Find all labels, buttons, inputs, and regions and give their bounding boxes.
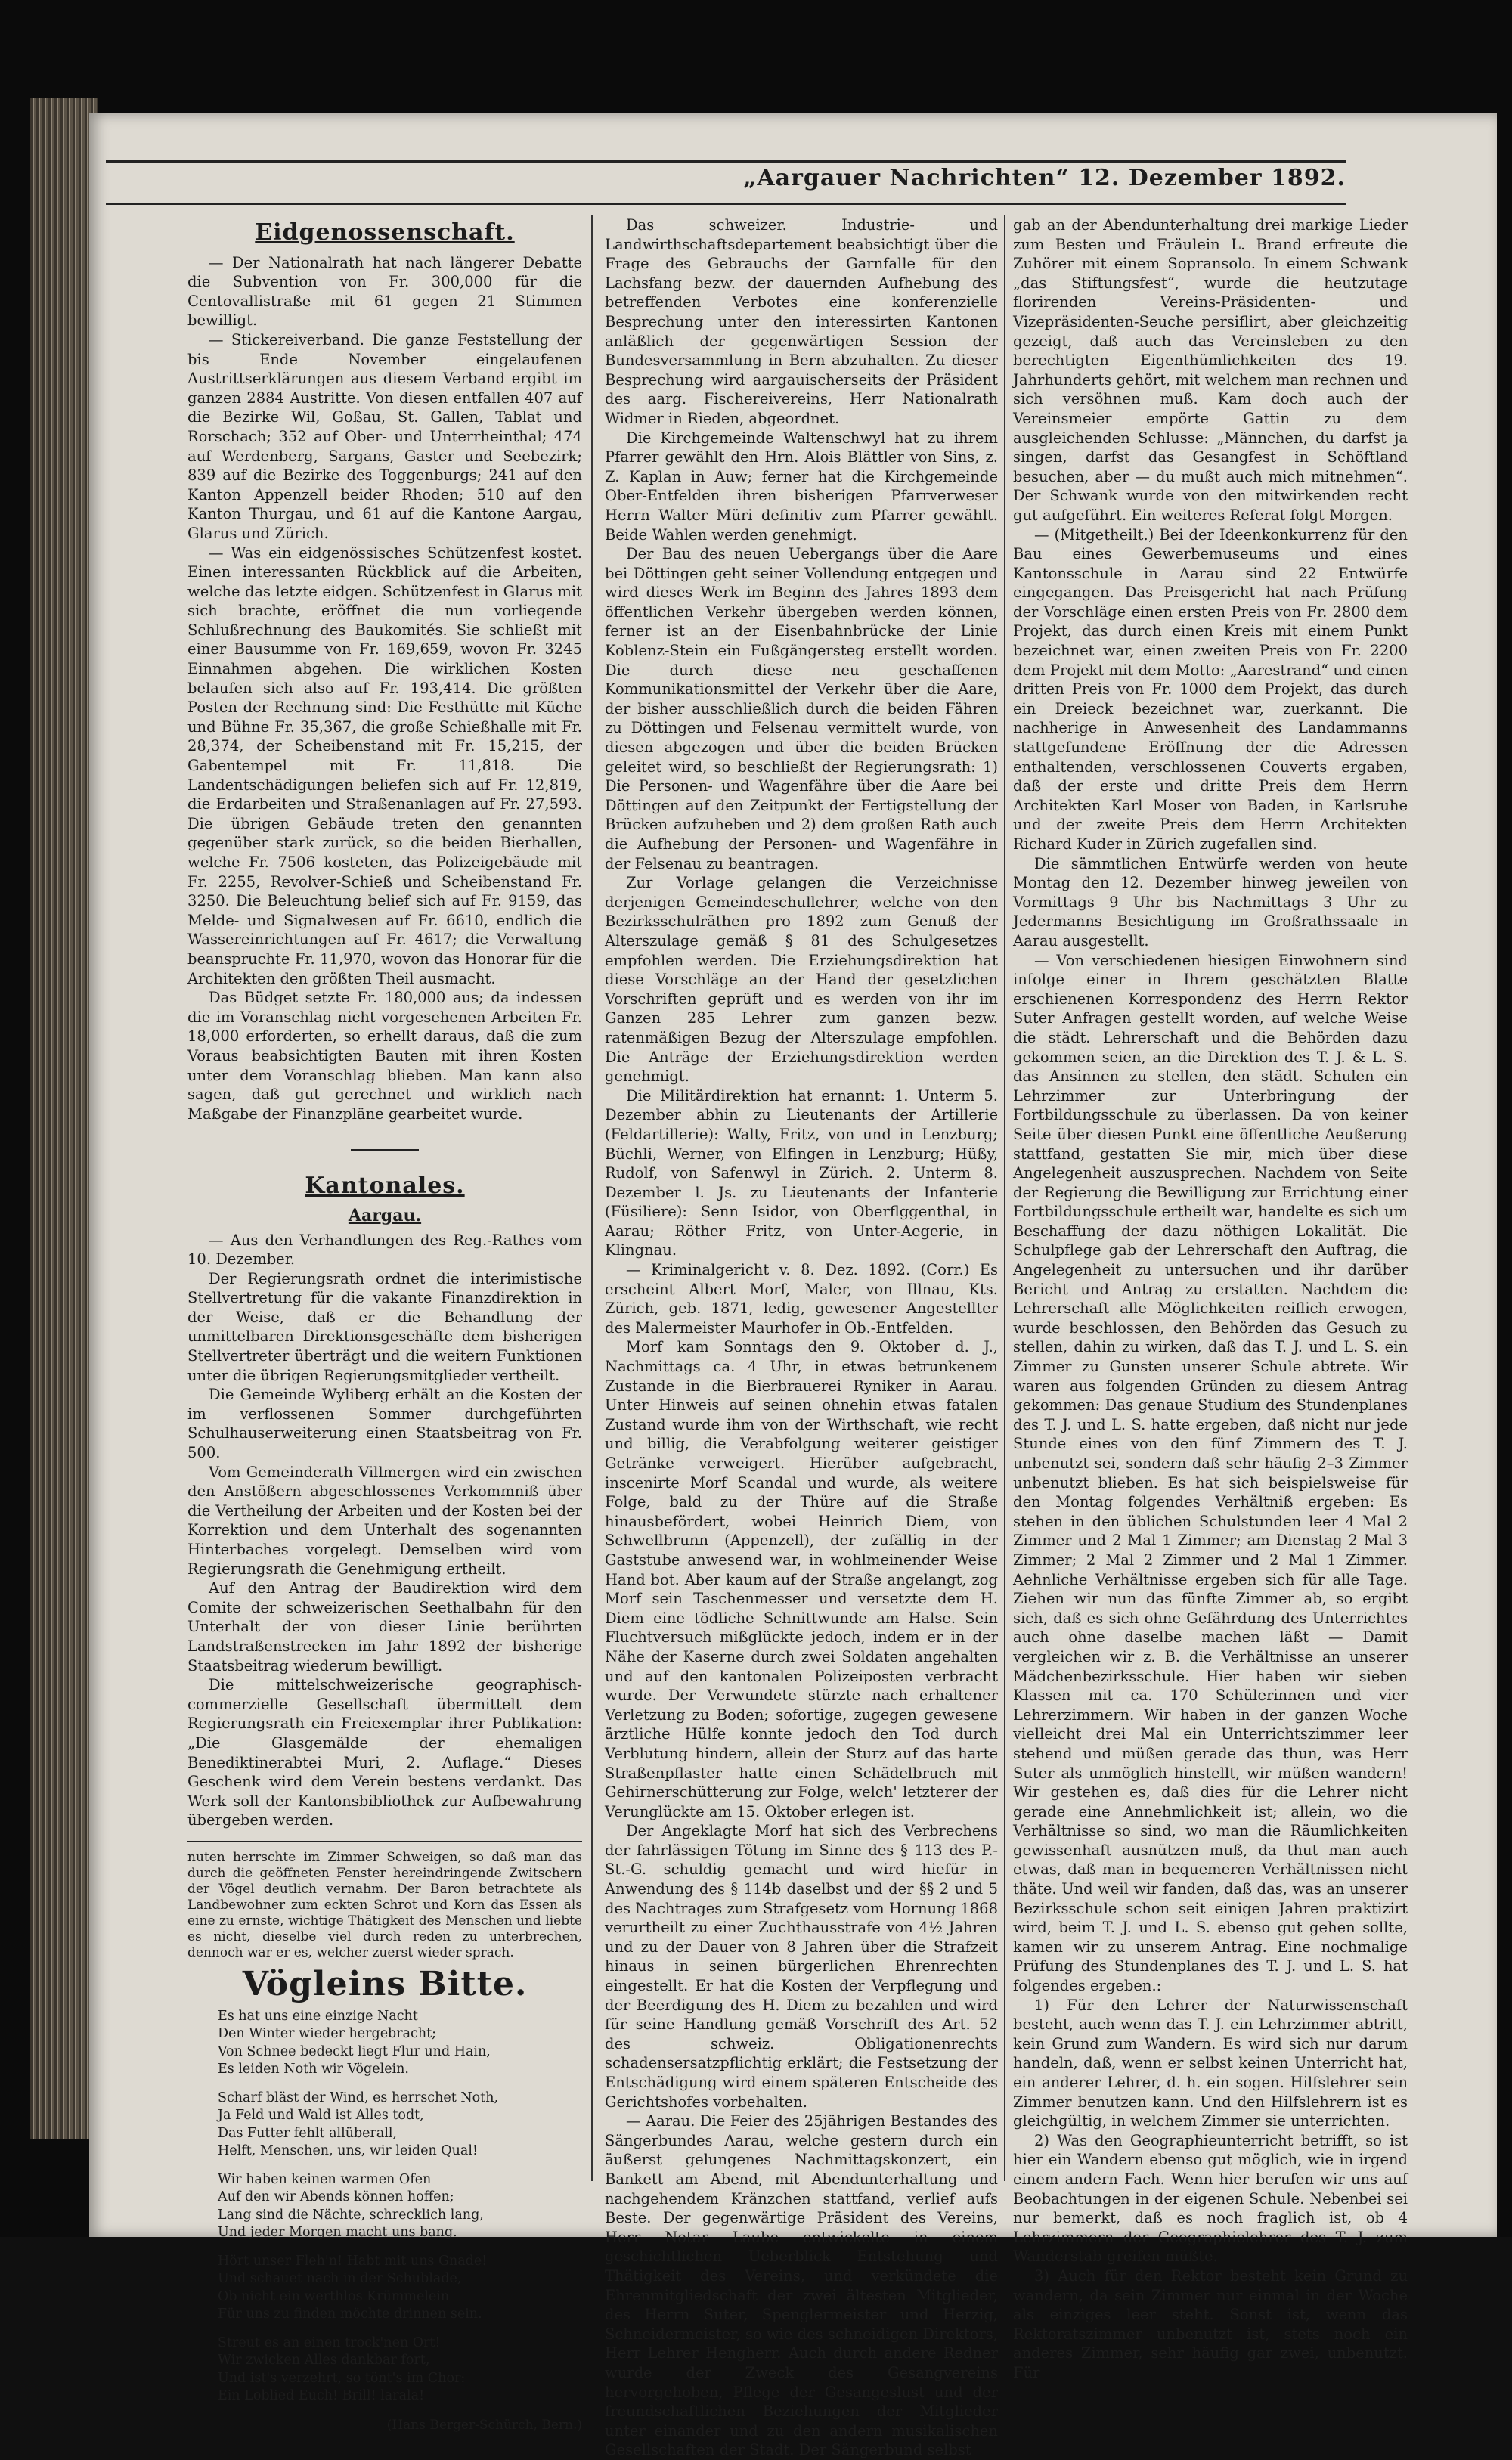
article-paragraph: Der Regierungsrath ordnet die interimistische Stellvertretung für die vakante Finanzdirektion in der Weise, daß er die Behandlung der unmittelbaren Direktionsgeschäfte dem bisherigen Stellvertreter überträgt und die weitern Funktionen unter die übrigen Regierungsmitglieder vertheilt. [187,1269,582,1384]
article-paragraph: Zur Vorlage gelangen die Verzeichnisse derjenigen Gemeindeschullehrer, welche von den Bezirksschulräthen pro 1892 zum Genuß der Alterszulage gemäß § 81 des Schulgesetzes empfohlen werden. Die Erziehungsdirektion hat diese Vorschläge an der Hand der gesetzlichen Vorschriften geprüft und es werden von ihr im Ganzen 285 Lehrer zum ganzen bezw. ratenmäßigen Bezug der Alterszulage empfohlen. Die Anträge der Erziehungsdirektion werden genehmigt. [605,874,998,1086]
poem-stanza [218,2090,582,2161]
subheading-aargau: Aargau. [348,1205,422,1225]
poem-line: Das Futter fehlt allüberall, [218,2125,398,2141]
column-divider [1004,215,1005,2181]
poem-line: Es leiden Noth wir Vögelein. [218,2062,409,2077]
article-paragraph: — Aarau. Die Feier des 25jährigen Bestandes des Sängerbundes Aarau, welche gestern durch ein äußerst gelungenes Nachmittagskonzert, ein Bankett am Abend, mit Abendunterhaltung und nachgehendem Kränzchen stattfand, verlief aufs Beste. Der gegenwärtige Präsident des Vereins, Herr Notar Laube entwickelte in einem geschichtlichen Ueberblick Entstehung und Thätigkeit des Vereins, und verkündete die Ehrenmitgliedschaft der zwei ältesten Mitglieder, des Herrn Suter, Spenglermeister und Herzig, Schneidermeister, so wie des schneidigen Direktors, Herr Lehrer Hengherr. Auch durch andere Redner wurde der Zweck des Gesangvereins hervorgehoben, Pflege der Gesangeslust und der freundschaftlichen Beziehungen der Mitglieder unter einander und zu den andern musikalischen Gesellschaften der Stadt. Der Sängerbund selbst [605,2112,998,2459]
article-paragraph: — Was ein eidgenössisches Schützenfest kostet. Einen interessanten Rückblick auf die Arbeiten, welche das letzte eidgen. Schützenfest in Glarus mit sich brachte, eröffnet die nun vorliegende Schlußrechnung des Baukomités. Sie schließt mit einer Bausumme von Fr. 169,659, wovon Fr. 3245 Einnahmen abgehen. Die wirklichen Kosten belaufen sich also auf Fr. 193,414. Die größten Posten der Rechnung sind: Die Festhütte mit Küche und Bühne Fr. 35,367, die große Schießhalle mit Fr. 28,374, der Scheibenstand mit Fr. 15,215, der Gabentempel mit Fr. 11,818. Die Landentschädigungen beliefen sich auf Fr. 12,819, die Erdarbeiten und Straßenanlagen auf Fr. 27,593. Die übrigen Gebäude treten den genannten gegenüber stark zurück, so die beiden Bierhallen, welche Fr. 7506 kosteten, das Polizeigebäude mit Fr. 2255, Revolver-Schieß und Scheibenstand Fr. 3250. Die Beleuchtung belief sich auf Fr. 9159, das Melde- und Signalwesen auf Fr. 6610, endlich die Wassereinrichtungen auf Fr. 4617; die Verwaltung beanspruchte Fr. 11,970, wovon das Honorar für die Architekten den größten Theil ausmacht. [187,544,582,987]
section-separator [351,1149,419,1151]
poem-line: Streut es an einen trock'nen Ort! [218,2335,441,2350]
article-paragraph: — Aus den Verhandlungen des Reg.-Rathes vom 10. Dezember. [187,1231,582,1269]
article-paragraph: — (Mitgetheilt.) Bei der Ideenkonkurrenz für den Bau eines Gewerbemuseums und eines Kantonsschule in Aarau sind 22 Entwürfe eingegangen. Das Preisgericht hat nach Prüfung der Vorschläge einen ersten Preis von Fr. 2800 dem Projekt, das durch einen Kreis mit einem Punkt bezeichnet war, einen zweiten Preis von Fr. 2200 dem Projekt mit dem Motto: „Aarestrand“ und einen dritten Preis von Fr. 1000 dem Projekt, das durch ein Dreieck bezeichnet war, zuerkannt. Die nachherige in Anwesenheit des Landammanns stattgefundene Eröffnung der die Adressen enthaltenden, verschlossenen Couverts ergaben, daß der erste und dritte Preis dem Herrn Architekten Karl Moser von Baden, in Karlsruhe und der zweite Preis dem Herrn Architekten Richard Kuder in Zürich zugefallen sind. [1013,525,1408,853]
feuilleton-rule [187,1841,582,1842]
article-paragraph: Das schweizer. Industrie- und Landwirthschaftsdepartement beabsichtigt über die Frage des Gebrauchs der Garnfalle für den Lachsfang bezw. der dauernden Aufhebung des betreffenden Verbotes eine konferenzielle Besprechung unter den interessirten Kantonen anläßlich der gegenwärtigen Session der Bundesversammlung in Bern abzuhalten. Zu dieser Besprechung wird aargauischerseits der Präsident des aarg. Fischereivereins, Herr Nationalrath Widmer in Rieden, abgeordnet. [605,216,998,427]
poem-stanza [218,2008,582,2079]
poem-line: Helft, Menschen, uns, wir leiden Qual! [218,2143,478,2158]
poem-line: Scharf bläst der Wind, es herrschet Noth, [218,2090,499,2105]
article-paragraph: — Stickereiverband. Die ganze Feststellung der bis Ende November eingelaufenen Austrittserklärungen aus diesem Verband ergibt im ganzen 2884 Austritte. Von diesen entfallen 407 auf die Bezirke Wil, Goßau, St. Gallen, Tablat und Rorschach; 352 auf Ober- und Unterrheinthal; 474 auf Werdenberg, Sargans, Gaster und Seebezirk; 839 auf die Bezirke des Toggenburgs; 241 auf den Kanton Appenzell beider Rhoden; 510 auf den Kanton Thurgau, und 61 auf die Kantone Aargau, Glarus und Zürich. [187,330,582,542]
poem-stanza [218,2253,582,2324]
article-paragraph: — Von verschiedenen hiesigen Einwohnern sind infolge einer in Ihrem geschätzten Blatte erschienenen Korrespondenz des Herrn Rektor Suter Anfragen gestellt worden, auf welche Weise die städt. Lehrerschaft und die Behörden dazu gekommen seien, an die Direktion des T. J. & L. S. das Ansinnen zu stellen, den städt. Schulen ein Lehrzimmer zur Unterbringung der Fortbildungsschule zu überlassen. Da von keiner Seite über diesen Punkt eine öffentliche Aeußerung stattfand, gestatten Sie mir, mich über diese Angelegenheit auszusprechen. Nachdem von Seite der Regierung die Bewilligung zur Errichtung einer Fortbildungsschule ertheilt war, handelte es sich um Beschaffung der dazu nöthigen Lokalität. Die Schulpflege gab der Lehrerschaft den Auftrag, die Angelegenheit zu untersuchen und ihr darüber Bericht und Antrag zu erstatten. Nachdem die Lehrerschaft alle Möglichkeiten reiflich erwogen, wurde beschlossen, den Behörden das Gesuch zu stellen, dahin zu wirken, daß das T. J. und L. S. ein Zimmer zu Gunsten unserer Schule abtrete. Wir waren aus folgenden Gründen zu diesem Antrag gekommen: Das genaue Studium des Stundenplanes des T. J. und L. S. hatte ergeben, daß nicht nur jede Stunde eines von den fünf Zimmern des T. J. unbenutzt sei, sondern daß sehr häufig 2–3 Zimmer unbenutzt blieben. Es hat sich beispielsweise für den Montag folgendes Verhältniß ergeben: Es stehen in den üblichen Schulstunden leer 4 Mal 2 Zimmer und 2 Mal 1 Zimmer; am Dienstag 2 Mal 3 Zimmer; 2 Mal 2 Zimmer und 2 Mal 1 Zimmer. Aehnliche Verhältnisse ergeben sich für alle Tage. Ziehen wir nun das fünfte Zimmer ab, so ergibt sich, daß es sich ohne Gefährdung des Unterrichtes auch ohne daselbe machen läßt — Damit vergleichen wir z. B. die Verhältnisse an unserer Mädchenbezirksschule. Hier haben wir sieben Klassen mit ca. 170 Schülerinnen und vier Lehrerzimmern. Wir haben in der ganzen Woche vielleicht drei Mal ein Unterrichtszimmer leer stehend und müßen gerade das thun, was Herr Suter als unmöglich hinstellt, wir müßen wandern! Wir gestehen es, daß dies für die Lehrer nicht gerade eine Annehmlichkeit ist; allein, wo die Verhältnisse so sind, wo man die Räumlichkeiten gewissenhaft ausnützen muß, da thut man auch etwas, daß man in bequemeren Verhältnissen nicht thäte. Und weil wir fanden, daß das, was an unserer Bezirksschule schon seit einigen Jahren praktizirt wird, beim T. J. und L. S. ebenso gut gehen sollte, kamen wir zu unserem Antrag. Eine nochmalige Prüfung des Stundenplanes des T. J. und L. S. hat folgendes ergeben.: [1013,951,1408,1995]
poem-line: Ob nicht ein werthlos Krümmelein [218,2288,450,2304]
page-stack-edge [30,98,98,2139]
article-paragraph: Vom Gemeinderath Villmergen wird ein zwischen den Anstößern abgeschlossenes Verkommniß über die Vertheilung der Arbeiten und der Kosten bei der Korrektion und dem Unterhalt des sogenannten Hinterbaches vorgelegt. Demselben wird vom Regierungsrath die Genehmigung ertheilt. [187,1463,582,1578]
masthead-rule [106,203,1346,209]
column-3 [1013,215,1408,2381]
poem-line: Ja Feld und Wald ist Alles todt, [218,2108,424,2123]
poem-stanza [218,2335,582,2406]
poem-line: Für uns zu finden möchte drinnen sein. [218,2307,482,2322]
poem-line: Es hat uns eine einzige Nacht [218,2008,418,2024]
poem-line: Wir haben keinen warmen Ofen [218,2171,432,2187]
poem-line: Ein Loblied Euch! Brill! larala! [218,2388,425,2403]
list-item: 2) Was den Geographieunterricht betrifft, so ist hier ein Wandern ebenso gut möglich, wie in irgend einem andern Fach. Wenn hier berufen wir uns auf Beobachtungen in der eigenen Schule. Nebenbei sei nur bemerkt, daß es noch fraglich ist, ob 4 Lehrzimmern der Geographielehrer des T. J. zum Wanderstab greifen müßte. [1013,2131,1408,2266]
poem-line: Von Schnee bedeckt liegt Flur und Hain, [218,2043,491,2059]
article-paragraph: Auf den Antrag der Baudirektion wird dem Comite der schweizerischen Seethalbahn für den Unterhalt der von dieser Linie berührten Landstraßenstrecken im Jahr 1892 der bisherige Staatsbeitrag wiederum bewilligt. [187,1579,582,1675]
poem-line: Auf den wir Abends können hoffen; [218,2189,454,2204]
top-rule [106,160,1346,163]
article-paragraph: Die Militärdirektion hat ernannt: 1. Unterm 5. Dezember abhin zu Lieutenants der Artillerie (Feldartillerie): Walty, Fritz, von und in Lenzburg; Büchli, Werner, von Elfingen in Lenzburg; Hüßy, Rudolf, von Safenwyl in Zürich. 2. Unterm 8. Dezember l. Js. zu Lieutenants der Infanterie (Füsiliere): Senn Isidor, von Oberflggenthal, in Aarau; Röther Fritz, von Unter-Aegerie, in Klingnau. [605,1086,998,1259]
poem-line: Und ist's verzehrt, so tönt's im Chor: [218,2370,466,2386]
column-2 [605,215,998,2459]
poem-line: Wir zwicken Alles dankbar fort, [218,2353,430,2368]
list-item: 1) Für den Lehrer der Naturwissenschaft besteht, auch wenn das T. J. ein Lehrzimmer abtritt, kein Grund zum Wandern. Es wird sich nur darum handeln, daß, wenn er selbst keinen Unterricht hat, ein anderer Lehrer, d. h. ein sogen. Hilfslehrer sein Zimmer benutzen kann. Und den Hilfslehrern ist es gleichgültig, in welchem Zimmer sie unterrichten. [1013,1996,1408,2130]
poem [187,2008,582,2406]
poem-line: Den Winter wieder hergebracht; [218,2026,437,2041]
list-item: 3) Auch für den Rektor besteht kein Grund zu wandern, da sein Zimmer nur einmal in der Woche als einziges leer steht. Sonst ist, wenn das Rektoratszimmer unbenutzt ist, stets noch ein anderes Zimmer, sehr häufig gar zwei, unbenutzt. Für [1013,2266,1408,2381]
article-paragraph: Die sämmtlichen Entwürfe werden von heute Montag den 12. Dezember hinweg jeweilen von Vormittags 9 Uhr bis Nachmittags 3 Uhr zu Jedermanns Besichtigung im Großrathssaale in Aarau ausgestellt. [1013,854,1408,950]
column-1 [187,215,582,2433]
poem-line: Und schauet nach in der Schublade, [218,2271,462,2286]
article-paragraph: Die Kirchgemeinde Waltenschwyl hat zu ihrem Pfarrer gewählt den Hrn. Alois Blättler von Sins, z. Z. Kaplan in Auw; ferner hat die Kirchgemeinde Ober-Entfelden ihren bisherigen Pfarrverweser Herrn Walter Müri definitiv zum Pfarrer gewählt. Beide Wahlen werden genehmigt. [605,429,998,544]
article-paragraph: Morf kam Sonntags den 9. Oktober d. J., Nachmittags ca. 4 Uhr, in etwas betrunkenem Zustande in die Bierbrauerei Ryniker in Aarau. Unter Hinweis auf seinen ohnehin etwas fatalen Zustand wurde ihm von der Wirthschaft, wie recht und billig, die Verabfolgung weiterer geistiger Getränke verweigert. Hierüber aufgebracht, inscenirte Morf Scandal und wurde, als weitere Folge, bald zu der Thüre auf die Straße hinausbefördert, wobei Heinrich Diem, von Schwellbrunn (Appenzell), der zufällig in der Gaststube anwesend war, in wohlmeinender Weise Hand bot. Aber kaum auf der Straße angelangt, zog Morf sein Taschenmesser und versetzte dem H. Diem eine tödliche Schnittwunde am Halse. Sein Fluchtversuch mißglückte jedoch, indem er in der Nähe der Kaserne durch zwei Soldaten angehalten und auf den kantonalen Polizeiposten verbracht wurde. Der Verwundete stürzte nach erhaltener Verletzung zu Boden; sofortige, zugegen gewesene ärztliche Hülfe konnte jedoch den Tod durch Verblutung hindern, allein der Sturz auf das harte Straßenpflaster hatte einen Schädelbruch mit Gehirnerschütterung zur Folge, welch' letzterer der Verunglückte am 15. Oktober erlegen ist. [605,1338,998,1820]
article-paragraph: Die mittelschweizerische geographisch-commerzielle Gesellschaft übermittelt dem Regierungsrath ein Freiexemplar ihrer Publikation: „Die Glasgemälde der ehemaligen Benediktinerabtei Muri, 2. Auflage.“ Dieses Geschenk wird dem Verein bestens verdankt. Das Werk soll der Kantonsbibliothek zur Aufbewahrung übergeben werden. [187,1676,582,1830]
article-paragraph: Das Büdget setzte Fr. 180,000 aus; da indessen die im Voranschlag nicht vorgesehenen Arbeiten Fr. 18,000 erforderten, so erhellt daraus, daß die zum Voraus beabsichtigten Bauten mit ihren Kosten unter dem Voranschlag blieben. Man kann also sagen, daß gut gerechnet und wirklich nach Maßgabe der Finanzpläne gearbeitet wurde. [187,989,582,1123]
article-paragraph: — Der Nationalrath hat nach längerer Debatte die Subvention von Fr. 300,000 für die Centovallistraße mit 61 gegen 21 Stimmen bewilligt. [187,253,582,330]
masthead: „Aargauer Nachrichten“ 12. Dezember 1892. [743,165,1346,191]
column-divider [591,215,593,2181]
section-heading-kantonales: Kantonales. [305,1173,465,1200]
article-paragraph: Die Gemeinde Wyliberg erhält an die Kosten der im verflossenen Sommer durchgeführten Schulhauserweiterung einen Staatsbeitrag von Fr. 500. [187,1386,582,1462]
article-paragraph: — Kriminalgericht v. 8. Dez. 1892. (Corr.) Es erscheint Albert Morf, Maler, von Illnau, Kts. Zürich, geb. 1871, ledig, gewesener Angestellter des Malermeister Maurhofer in Ob.-Entfelden. [605,1261,998,1337]
article-paragraph: Der Angeklagte Morf hat sich des Verbrechens der fahrlässigen Tötung im Sinne des § 113 des P.-St.-G. schuldig gemacht und wird hiefür in Anwendung des § 114b daselbst und der §§ 2 und 5 des Nachtrages zum Strafgesetz vom Hornung 1868 verurtheilt zu einer Zuchthausstrafe von 4½ Jahren und zu der Dauer von 8 Jahren über die Strafzeit hinaus in seinen bürgerlichen Ehrenrechten eingestellt. Er hat die Kosten der Verpflegung und der Beerdigung des H. Diem zu bezahlen und wird für seine Handlung gemäß Vorschrift des Art. 52 des schweiz. Obligationenrechts schadensersatzpflichtig erklärt; die Festsetzung der Entschädigung wird einem späteren Entscheide des Gerichtshofes vorbehalten. [605,1822,998,2111]
article-paragraph: gab an der Abendunterhaltung drei markige Lieder zum Besten und Fräulein L. Brand erfreute die Zuhörer mit einem Sopransolo. In einem Schwank „das Stiftungsfest“, wurde die heutzutage florirenden Vereins-Präsidenten- und Vizepräsidenten-Seuche persiflirt, aber gleichzeitig gezeigt, daß auch das Vereinsleben zu den berechtigten Eigenthümlichkeiten des 19. Jahrhunderts gehört, mit welchem man rechnen und sich versöhnen muß. Kam doch auch der Vereinsmeier empörte Gattin zu dem ausgleichenden Schlusse: „Männchen, du darfst ja singen, darfst das Gesangfest in Schöftland besuchen, aber — du mußt auch mich mitnehmen“. Der Schwank wurde von den mitwirkenden recht gut aufgeführt. Ein weiteres Referat folgt Morgen. [1013,216,1408,524]
feuilleton-text: nuten herrschte im Zimmer Schweigen, so daß man das durch die geöffneten Fenster hereindringende Zwitschern der Vögel deutlich vernahm. Der Baron betrachtete als Landbewohner zum eckten Schrot und Korn das Essen als eine zu ernste, wichtige Thätigkeit des Menschen und liebte es nicht, dieselbe viel durch reden zu unterbrechen, dennoch war er es, welcher zuerst wieder sprach. [187,1849,582,1960]
poem-stanza [218,2171,582,2242]
poem-title: Vögleins Bitte. [242,1964,528,2003]
poem-line: Hört unser Fleh'n! Habt mit uns Gnade! [218,2253,488,2269]
poem-line: Lang sind die Nächte, schrecklich lang, [218,2207,484,2223]
article-paragraph: Der Bau des neuen Uebergangs über die Aare bei Döttingen geht seiner Vollendung entgegen und wird dieses Werk im Beginn des Jahres 1893 dem öffentlichen Verkehr übergeben werden können, ferner ist an der Eisenbahnbrücke der Linie Koblenz-Stein ein Fußgängersteg erstellt worden. Die durch diese neu geschaffenen Kommunikationsmittel der Verkehr über die Aare, der bisher ausschließlich durch die beiden Fähren zu Döttingen und Felsenau vermittelt wurde, von diesen abgezogen und über die beiden Brücken geleitet wird, so beschließt der Regierungsrath: 1) Die Personen- und Wagenfähre über die Aare bei Döttingen auf den Zeitpunkt der Fertigstellung der Brücken aufzuheben und 2) dem großen Rath auch die Aufhebung der Personen- und Wagenfähre in der Felsenau zu beantragen. [605,545,998,872]
poem-line: Und jeder Morgen macht uns bang. [218,2225,457,2240]
poem-signature: (Hans Berger-Schürch, Bern.) [386,2417,582,2433]
section-heading-eidgenossenschaft: Eidgenossenschaft. [255,219,515,246]
